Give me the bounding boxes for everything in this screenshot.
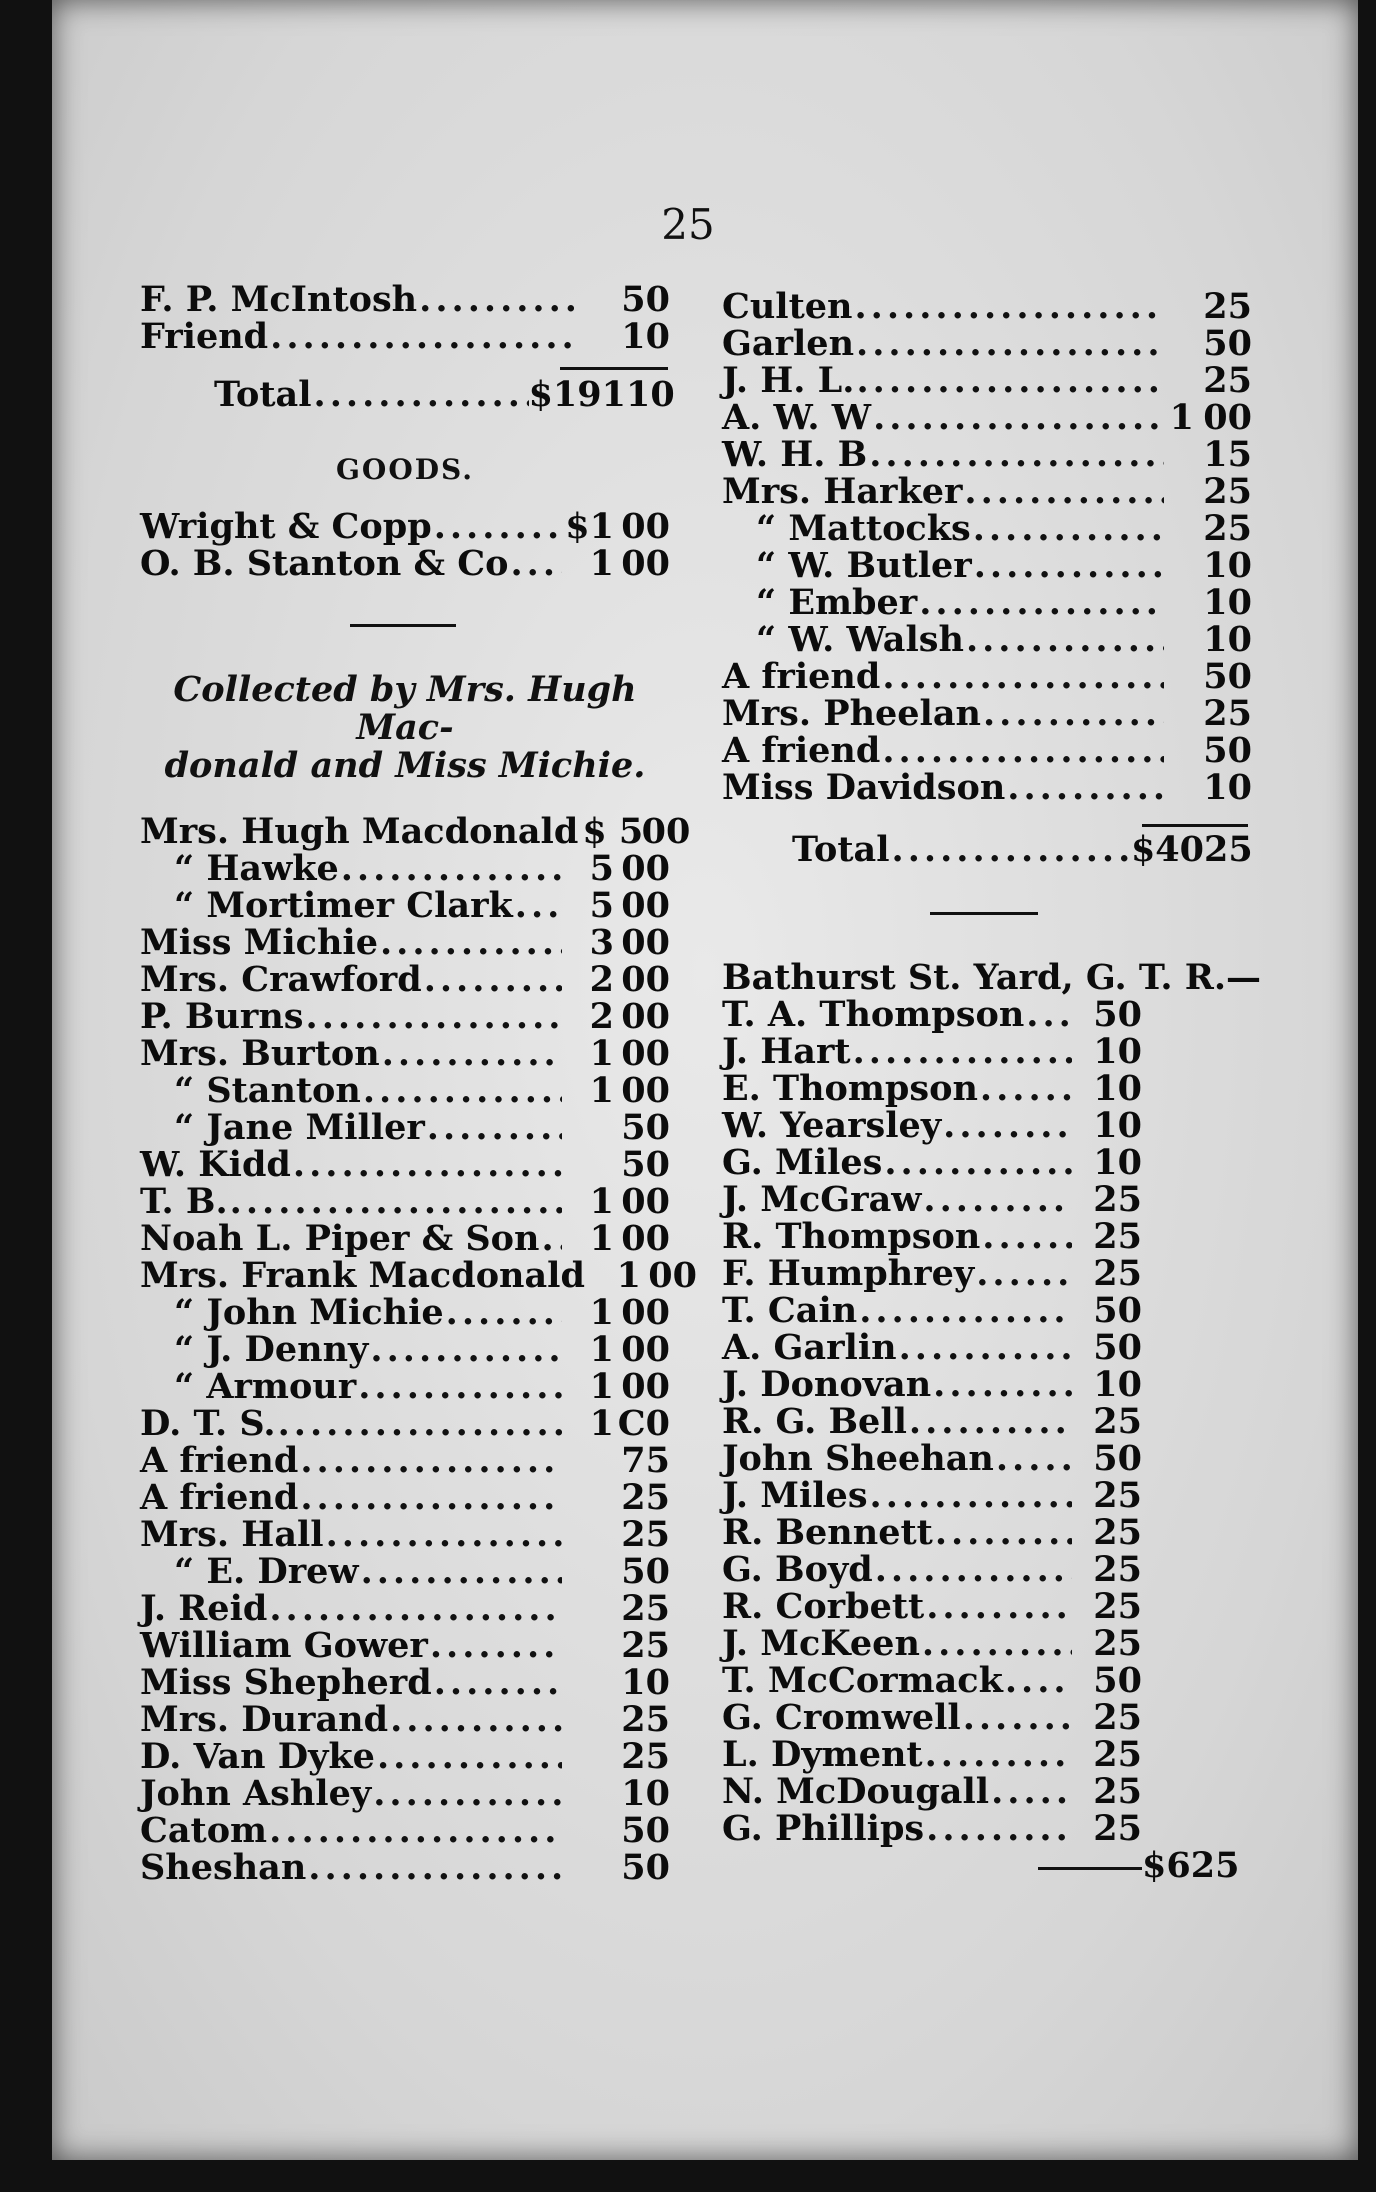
donor-name: G. Phillips xyxy=(722,1808,925,1849)
list-item xyxy=(722,471,1252,512)
donor-name: Sheshan xyxy=(140,1847,307,1888)
donation-cents: 00 xyxy=(621,848,670,889)
donation-cents: 25 xyxy=(1093,1697,1142,1738)
list-item xyxy=(722,1031,1142,1072)
list-item xyxy=(722,1364,1142,1405)
donation-cents: 50 xyxy=(1203,730,1252,771)
donation-dollars: 5 xyxy=(589,885,614,926)
right-total-label: Total xyxy=(792,829,890,870)
donation-cents: 50 xyxy=(1093,1438,1142,1479)
donation-cents: 10 xyxy=(1093,1068,1142,1109)
donation-cents: 00 xyxy=(621,1366,670,1407)
donation-cents: 25 xyxy=(621,1477,670,1518)
list-item xyxy=(140,1107,670,1148)
donor-name: Garlen xyxy=(722,323,855,364)
donation-dollars: 2 xyxy=(589,959,614,1000)
donor-name: D. T. S. xyxy=(140,1403,276,1444)
donation-cents: 00 xyxy=(621,1292,670,1333)
donation-cents: 25 xyxy=(1093,1253,1142,1294)
donor-name: A friend xyxy=(722,656,881,697)
list-item xyxy=(140,1070,670,1111)
donor-name: T. B. xyxy=(140,1181,228,1222)
donation-dollars: 2 xyxy=(589,996,614,1037)
goods-entries xyxy=(140,506,670,584)
list-item xyxy=(140,1181,670,1222)
donor-name: Noah L. Piper & Son xyxy=(140,1218,540,1259)
list-item xyxy=(140,1440,670,1481)
donor-name: Mrs. Hugh Macdonald xyxy=(140,811,579,852)
donation-cents: 10 xyxy=(1093,1364,1142,1405)
donation-cents: 00 xyxy=(621,506,670,547)
list-item xyxy=(140,1477,670,1518)
list-item xyxy=(722,1808,1142,1849)
donation-dollars: 1 xyxy=(589,1403,614,1444)
left-entries xyxy=(140,811,697,1888)
list-item xyxy=(140,1699,670,1740)
donation-cents: 50 xyxy=(621,279,670,320)
list-item xyxy=(140,1810,670,1851)
donor-name: Friend xyxy=(140,316,269,357)
donor-name: Mrs. Durand xyxy=(140,1699,389,1740)
list-item xyxy=(140,1403,670,1444)
list-item xyxy=(722,1660,1142,1701)
donation-cents: 25 xyxy=(1093,1179,1142,1220)
list-item xyxy=(140,316,670,357)
donor-name: J. H. L. xyxy=(722,360,855,401)
yard-total-cents: 25 xyxy=(1190,1845,1240,1886)
donation-dollars: 3 xyxy=(589,922,614,963)
list-item xyxy=(140,1588,670,1629)
list-item xyxy=(722,434,1252,475)
donation-cents: 00 xyxy=(621,996,670,1037)
donor-name: Mrs. Burton xyxy=(140,1033,380,1074)
donation-cents: 50 xyxy=(1093,1290,1142,1331)
list-item xyxy=(722,508,1252,549)
list-item xyxy=(722,1401,1142,1442)
list-item xyxy=(140,1551,670,1592)
donor-name: A friend xyxy=(722,730,881,771)
donation-cents: 50 xyxy=(1093,994,1142,1035)
list-item xyxy=(722,1142,1142,1183)
donor-name: G. Cromwell xyxy=(722,1697,961,1738)
yard-total-dollars: $6 xyxy=(1142,1845,1191,1886)
donation-cents: 25 xyxy=(1203,693,1252,734)
donation-cents: 10 xyxy=(1093,1031,1142,1072)
list-item xyxy=(140,1847,670,1888)
donation-cents: 50 xyxy=(1093,1327,1142,1368)
list-item xyxy=(140,1033,670,1074)
donation-cents: C0 xyxy=(617,1403,670,1444)
donation-cents: 00 xyxy=(1203,397,1252,438)
donor-name: R. Corbett xyxy=(722,1586,925,1627)
donation-cents: 10 xyxy=(1203,545,1252,586)
donation-cents: 10 xyxy=(621,1662,670,1703)
list-item xyxy=(140,1773,670,1814)
list-item xyxy=(722,545,1252,586)
collected-by-line1: Collected by Mrs. Hugh Mac- xyxy=(173,669,637,748)
donor-name: “ John Michie xyxy=(174,1292,444,1333)
donation-cents: 25 xyxy=(621,1625,670,1666)
goods-heading: GOODS. xyxy=(336,453,474,486)
list-item xyxy=(722,1253,1142,1294)
list-item xyxy=(722,286,1252,327)
right-total-row xyxy=(722,829,1253,870)
list-item xyxy=(140,1329,670,1370)
right-entries xyxy=(722,286,1252,808)
donor-name: A. Garlin xyxy=(722,1327,897,1368)
list-item xyxy=(140,543,670,584)
donation-cents: 25 xyxy=(1093,1734,1142,1775)
donation-cents: 50 xyxy=(621,1144,670,1185)
donation-cents: 10 xyxy=(1093,1105,1142,1146)
donor-name: Mrs. Crawford xyxy=(140,959,422,1000)
donor-name: Wright & Copp xyxy=(140,506,432,547)
donor-name: T. McCormack xyxy=(722,1660,1003,1701)
donor-name: Catom xyxy=(140,1810,268,1851)
donor-name: J. McGraw xyxy=(722,1179,922,1220)
list-item xyxy=(722,767,1252,808)
donation-cents: 25 xyxy=(1093,1808,1142,1849)
donation-cents: 25 xyxy=(1093,1771,1142,1812)
donation-dollars: 1 xyxy=(589,1366,614,1407)
donation-cents: 50 xyxy=(1203,323,1252,364)
donor-name: O. B. Stanton & Co xyxy=(140,543,509,584)
list-item xyxy=(722,1438,1142,1479)
donor-name: Culten xyxy=(722,286,853,327)
donation-cents: 00 xyxy=(621,922,670,963)
donation-cents: 25 xyxy=(621,1736,670,1777)
donation-cents: 00 xyxy=(621,1181,670,1222)
donor-name: W. H. B xyxy=(722,434,868,475)
left-total-row xyxy=(140,374,675,415)
total-dollars: $191 xyxy=(528,374,626,415)
donation-cents: 50 xyxy=(621,1847,670,1888)
donation-dollars: 1 xyxy=(589,1292,614,1333)
list-item xyxy=(140,1662,670,1703)
list-item xyxy=(722,1512,1142,1553)
list-item xyxy=(140,1625,670,1666)
donor-name: R. Thompson xyxy=(722,1216,981,1257)
left-column xyxy=(140,279,697,1888)
list-item xyxy=(140,1366,670,1407)
donation-cents: 25 xyxy=(1203,286,1252,327)
donor-name: Miss Michie xyxy=(140,922,378,963)
donor-name: F. P. McIntosh xyxy=(140,279,418,320)
donation-cents: 10 xyxy=(1203,619,1252,660)
donor-name: “ Stanton xyxy=(174,1070,361,1111)
donation-cents: 10 xyxy=(1203,582,1252,623)
donation-cents: 10 xyxy=(621,1773,670,1814)
donation-dollars: $ 5 xyxy=(582,811,644,852)
yard-total-row xyxy=(722,1845,1252,1886)
donation-cents: 00 xyxy=(641,811,691,852)
donor-name: Miss Davidson xyxy=(722,767,1006,808)
list-item xyxy=(140,848,670,889)
donation-cents: 25 xyxy=(1093,1512,1142,1553)
list-item xyxy=(140,1292,670,1333)
donation-cents: 25 xyxy=(1093,1586,1142,1627)
donor-name: J. Miles xyxy=(722,1475,868,1516)
donor-name: John Sheehan xyxy=(722,1438,994,1479)
list-item xyxy=(140,959,670,1000)
donation-cents: 50 xyxy=(621,1810,670,1851)
list-item xyxy=(722,1549,1142,1590)
list-item xyxy=(722,994,1142,1035)
donor-name: “ J. Denny xyxy=(174,1329,369,1370)
donation-dollars: 1 xyxy=(589,1329,614,1370)
donor-name: Mrs. Harker xyxy=(722,471,963,512)
donor-name: R. Bennett xyxy=(722,1512,933,1553)
donor-name: “ Jane Miller xyxy=(174,1107,425,1148)
list-item xyxy=(140,1218,670,1259)
donor-name: E. Thompson xyxy=(722,1068,978,1109)
donation-dollars: 1 xyxy=(1169,397,1194,438)
list-item xyxy=(722,693,1252,734)
donation-cents: 00 xyxy=(648,1255,697,1296)
donation-cents: 25 xyxy=(1203,360,1252,401)
donation-dollars: 1 xyxy=(589,1033,614,1074)
yard-total-rule xyxy=(1038,1867,1142,1870)
yard-entries xyxy=(722,994,1142,1849)
list-item xyxy=(722,1179,1142,1220)
donor-name: Miss Shepherd xyxy=(140,1662,432,1703)
list-item xyxy=(722,656,1252,697)
donor-name: F. Humphrey xyxy=(722,1253,975,1294)
list-item xyxy=(722,730,1252,771)
list-item xyxy=(140,1255,697,1296)
total-cents: 10 xyxy=(626,374,675,415)
donation-cents: 15 xyxy=(1203,434,1252,475)
donation-dollars: 1 xyxy=(589,543,614,584)
donor-name: Mrs. Pheelan xyxy=(722,693,981,734)
donor-name: J. Hart xyxy=(722,1031,851,1072)
donor-name: J. Donovan xyxy=(722,1364,932,1405)
donor-name: T. A. Thompson xyxy=(722,994,1025,1035)
list-item xyxy=(722,1475,1142,1516)
donor-name: T. Cain xyxy=(722,1290,858,1331)
donation-cents: 25 xyxy=(1203,471,1252,512)
list-item xyxy=(722,1290,1142,1331)
donation-cents: 50 xyxy=(1203,656,1252,697)
donation-cents: 50 xyxy=(1093,1660,1142,1701)
donation-dollars: 1 xyxy=(589,1181,614,1222)
donation-cents: 00 xyxy=(621,1329,670,1370)
list-item xyxy=(140,885,670,926)
donor-name: N. McDougall xyxy=(722,1771,990,1812)
donation-dollars: 5 xyxy=(589,848,614,889)
donation-cents: 00 xyxy=(621,1033,670,1074)
list-item xyxy=(722,1586,1142,1627)
donor-name: “ E. Drew xyxy=(174,1551,359,1592)
right-total-cents: 25 xyxy=(1204,829,1253,870)
list-item xyxy=(722,1623,1142,1664)
donor-name: A friend xyxy=(140,1477,299,1518)
donation-cents: 25 xyxy=(621,1588,670,1629)
donor-name: “ Mortimer Clark xyxy=(174,885,513,926)
donor-name: A friend xyxy=(140,1440,299,1481)
donor-name: Mrs. Hall xyxy=(140,1514,324,1555)
donor-name: R. G. Bell xyxy=(722,1401,907,1442)
donor-name: W. Kidd xyxy=(140,1144,291,1185)
list-item xyxy=(140,506,670,547)
list-item xyxy=(722,1068,1142,1109)
donor-name: “ W. Butler xyxy=(756,545,972,586)
donor-name: P. Burns xyxy=(140,996,304,1037)
list-item xyxy=(722,582,1252,623)
list-item xyxy=(722,1105,1142,1146)
list-item xyxy=(140,1736,670,1777)
list-item xyxy=(140,922,670,963)
list-item xyxy=(722,360,1252,401)
donation-cents: 00 xyxy=(621,1070,670,1111)
list-item xyxy=(722,619,1252,660)
donor-name: J. McKeen xyxy=(722,1623,920,1664)
list-item xyxy=(722,323,1252,364)
donation-cents: 10 xyxy=(1093,1142,1142,1183)
donation-cents: 25 xyxy=(1093,1401,1142,1442)
list-item xyxy=(722,1327,1142,1368)
donor-name: “ Armour xyxy=(174,1366,357,1407)
list-item xyxy=(722,1734,1142,1775)
donation-dollars: 1 xyxy=(589,1070,614,1111)
list-item xyxy=(722,1771,1142,1812)
list-item xyxy=(722,1216,1142,1257)
donation-cents: 50 xyxy=(621,1107,670,1148)
donor-name: “ Mattocks xyxy=(756,508,971,549)
donation-cents: 50 xyxy=(621,1551,670,1592)
donor-name: William Gower xyxy=(140,1625,428,1666)
donation-cents: 25 xyxy=(1093,1475,1142,1516)
donor-name: D. Van Dyke xyxy=(140,1736,375,1777)
list-item xyxy=(140,1144,670,1185)
list-item xyxy=(140,279,670,320)
donation-cents: 25 xyxy=(1093,1549,1142,1590)
donor-name: Mrs. Frank Macdonald xyxy=(140,1255,585,1296)
donor-name: G. Boyd xyxy=(722,1549,873,1590)
list-item xyxy=(140,996,670,1037)
donation-dollars: $1 xyxy=(565,506,614,547)
donation-cents: 00 xyxy=(621,959,670,1000)
donation-cents: 25 xyxy=(621,1514,670,1555)
left-top-entries xyxy=(140,279,670,357)
donor-name: L. Dyment xyxy=(722,1734,923,1775)
donor-name: A. W. W xyxy=(722,397,872,438)
donation-dollars: 1 xyxy=(589,1218,614,1259)
donor-name: “ W. Walsh xyxy=(756,619,964,660)
page-number: 25 xyxy=(661,200,715,249)
list-item xyxy=(722,397,1252,438)
donor-name: “ Hawke xyxy=(174,848,339,889)
donation-cents: 25 xyxy=(1203,508,1252,549)
donation-cents: 75 xyxy=(621,1440,670,1481)
list-item xyxy=(140,811,691,852)
donation-cents: 10 xyxy=(1203,767,1252,808)
donation-cents: 25 xyxy=(621,1699,670,1740)
donor-name: G. Miles xyxy=(722,1142,883,1183)
donor-name: W. Yearsley xyxy=(722,1105,942,1146)
donation-cents: 25 xyxy=(1093,1216,1142,1257)
collected-by-line2: donald and Miss Michie. xyxy=(164,745,646,786)
donation-cents: 00 xyxy=(621,885,670,926)
donation-cents: 00 xyxy=(621,1218,670,1259)
donor-name: “ Ember xyxy=(756,582,918,623)
donation-cents: 00 xyxy=(621,543,670,584)
right-total-dollars: $40 xyxy=(1130,829,1204,870)
right-column xyxy=(722,286,1262,1886)
donation-dollars: 1 xyxy=(616,1255,641,1296)
donor-name: John Ashley xyxy=(140,1773,372,1814)
list-item xyxy=(140,1514,670,1555)
yard-heading: Bathurst St. Yard, G. T. R.— xyxy=(722,957,1262,998)
donation-cents: 10 xyxy=(621,316,670,357)
donor-name: J. Reid xyxy=(140,1588,268,1629)
total-label: Total xyxy=(214,374,312,415)
list-item xyxy=(722,1697,1142,1738)
donation-cents: 25 xyxy=(1093,1623,1142,1664)
